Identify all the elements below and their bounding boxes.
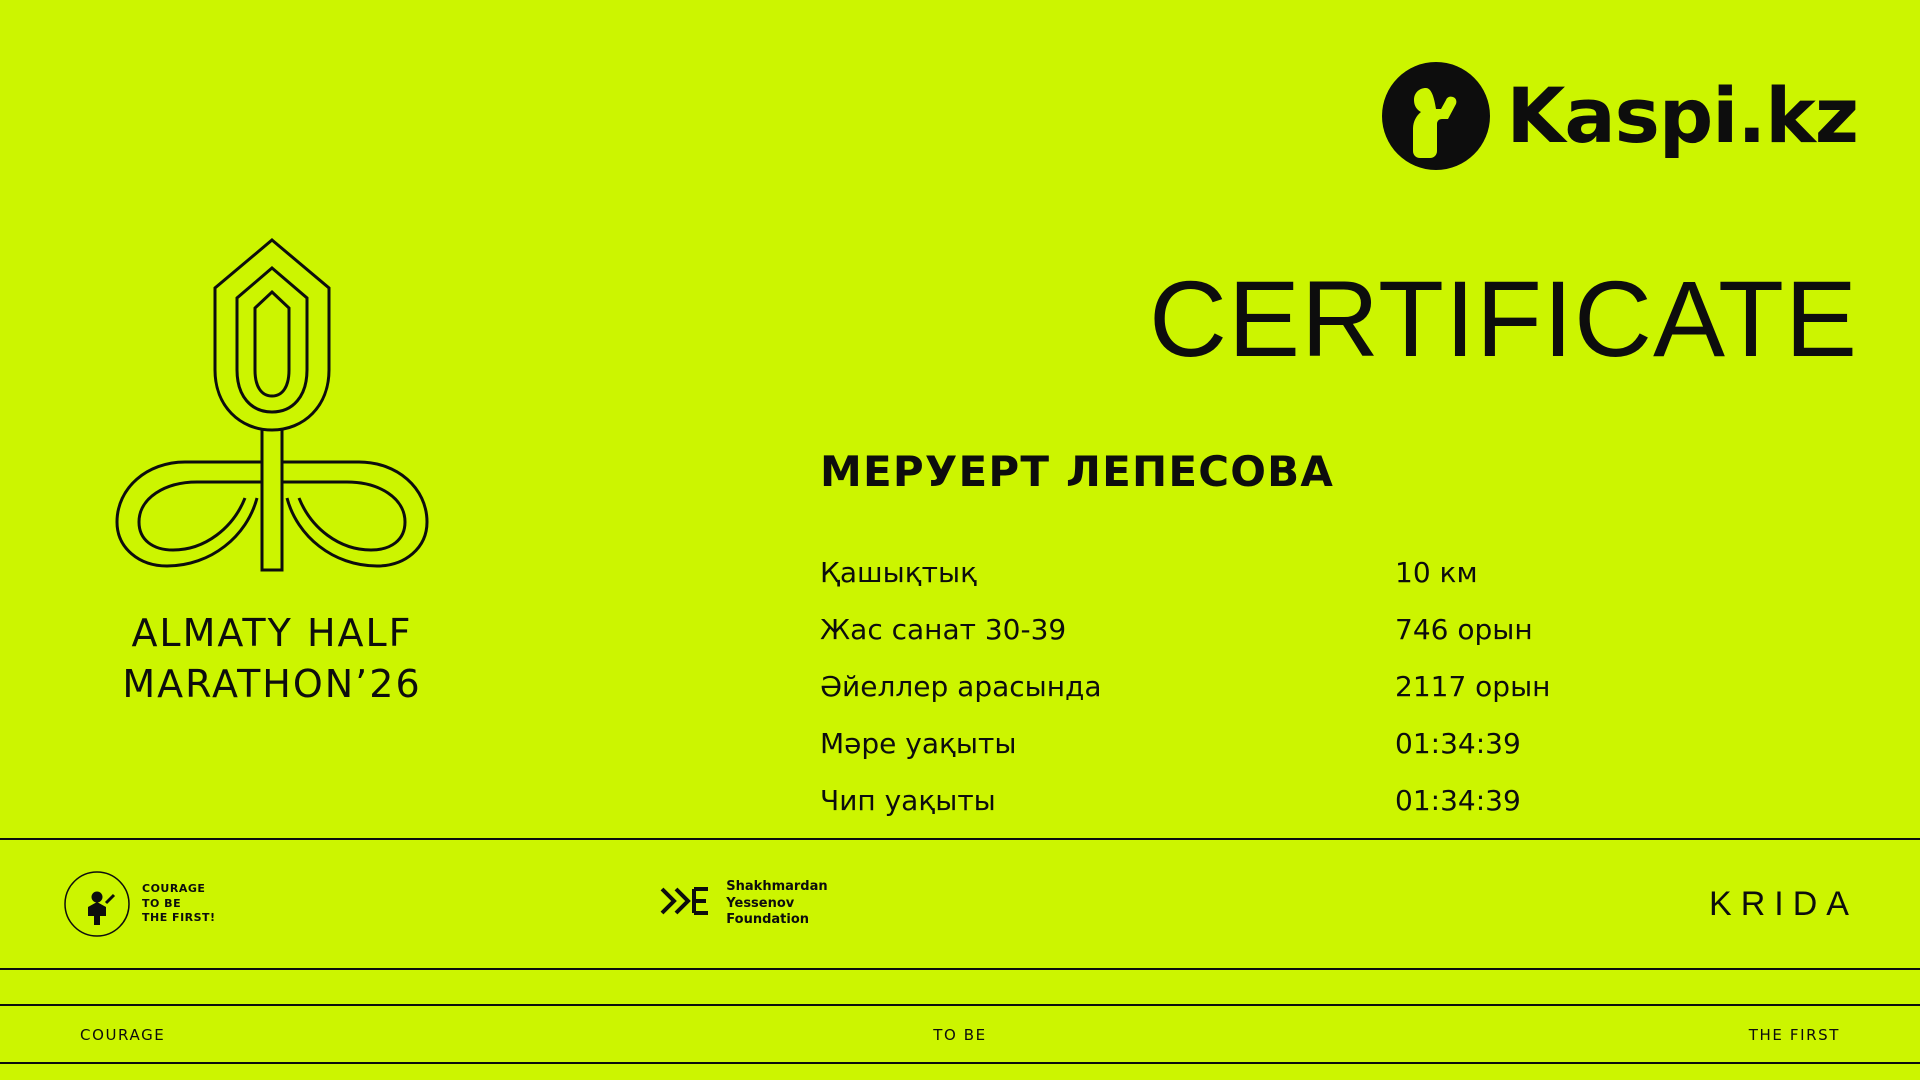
krida-logo-icon: KRIDA — [1709, 884, 1858, 923]
results-table — [820, 544, 1858, 829]
result-label: Мәре уақыты — [820, 727, 1017, 760]
table-row — [820, 772, 1858, 829]
syf-line-1: Shakhmardan — [726, 878, 828, 894]
result-label: Қашықтық — [820, 556, 978, 589]
event-emblem-block — [62, 230, 482, 711]
result-value: 01:34:39 — [1395, 727, 1521, 760]
table-row — [820, 658, 1858, 715]
table-row — [820, 715, 1858, 772]
syf-line-3: Foundation — [726, 912, 810, 928]
courage-line-1: COURAGE — [142, 881, 206, 895]
event-title-line-2: MARATHON’26 — [122, 662, 422, 707]
event-title-line-1: ALMATY HALF — [131, 611, 413, 655]
tagline-left: COURAGE — [80, 1026, 166, 1044]
courage-line-3: THE FIRST! — [142, 911, 216, 925]
tagline-row — [0, 1012, 1920, 1058]
sponsor-row — [0, 842, 1920, 966]
result-value: 01:34:39 — [1395, 784, 1521, 817]
result-label: Чип уақыты — [820, 784, 996, 817]
courage-fund-text — [142, 882, 216, 927]
divider-bottom — [0, 1062, 1920, 1064]
result-label: Әйеллер арасында — [820, 670, 1102, 703]
kaspi-logo — [1382, 62, 1858, 170]
kaspi-wordmark: Kaspi.kz — [1506, 71, 1858, 160]
yessenov-foundation-icon — [656, 881, 716, 926]
event-title — [62, 608, 482, 711]
sponsor-krida — [1709, 885, 1858, 924]
result-value: 2117 орын — [1395, 670, 1551, 703]
divider-sponsors — [0, 968, 1920, 970]
athlete-name: МЕРУЕРТ ЛЕПЕСОВА — [820, 447, 1335, 496]
result-label: Жас санат 30-39 — [820, 613, 1067, 646]
sponsor-yessenov-foundation — [656, 879, 827, 930]
result-value: 746 орын — [1395, 613, 1533, 646]
tagline-right: THE FIRST — [1748, 1026, 1841, 1044]
courage-fund-icon — [62, 869, 132, 939]
result-value: 10 км — [1395, 556, 1478, 589]
sponsor-courage-fund — [62, 869, 216, 939]
divider-tagline-top — [0, 1004, 1920, 1006]
syf-line-2: Yessenov — [726, 895, 795, 911]
divider-top — [0, 838, 1920, 840]
tagline-middle: TO BE — [933, 1026, 987, 1044]
certificate-content — [820, 258, 1858, 829]
kaspi-bird-icon — [1382, 62, 1490, 170]
courage-line-2: TO BE — [142, 896, 182, 910]
tulip-emblem-icon — [62, 230, 482, 580]
yessenov-foundation-text — [726, 879, 827, 930]
certificate-heading: CERTIFICATE — [1148, 258, 1858, 379]
table-row — [820, 544, 1858, 601]
table-row — [820, 601, 1858, 658]
